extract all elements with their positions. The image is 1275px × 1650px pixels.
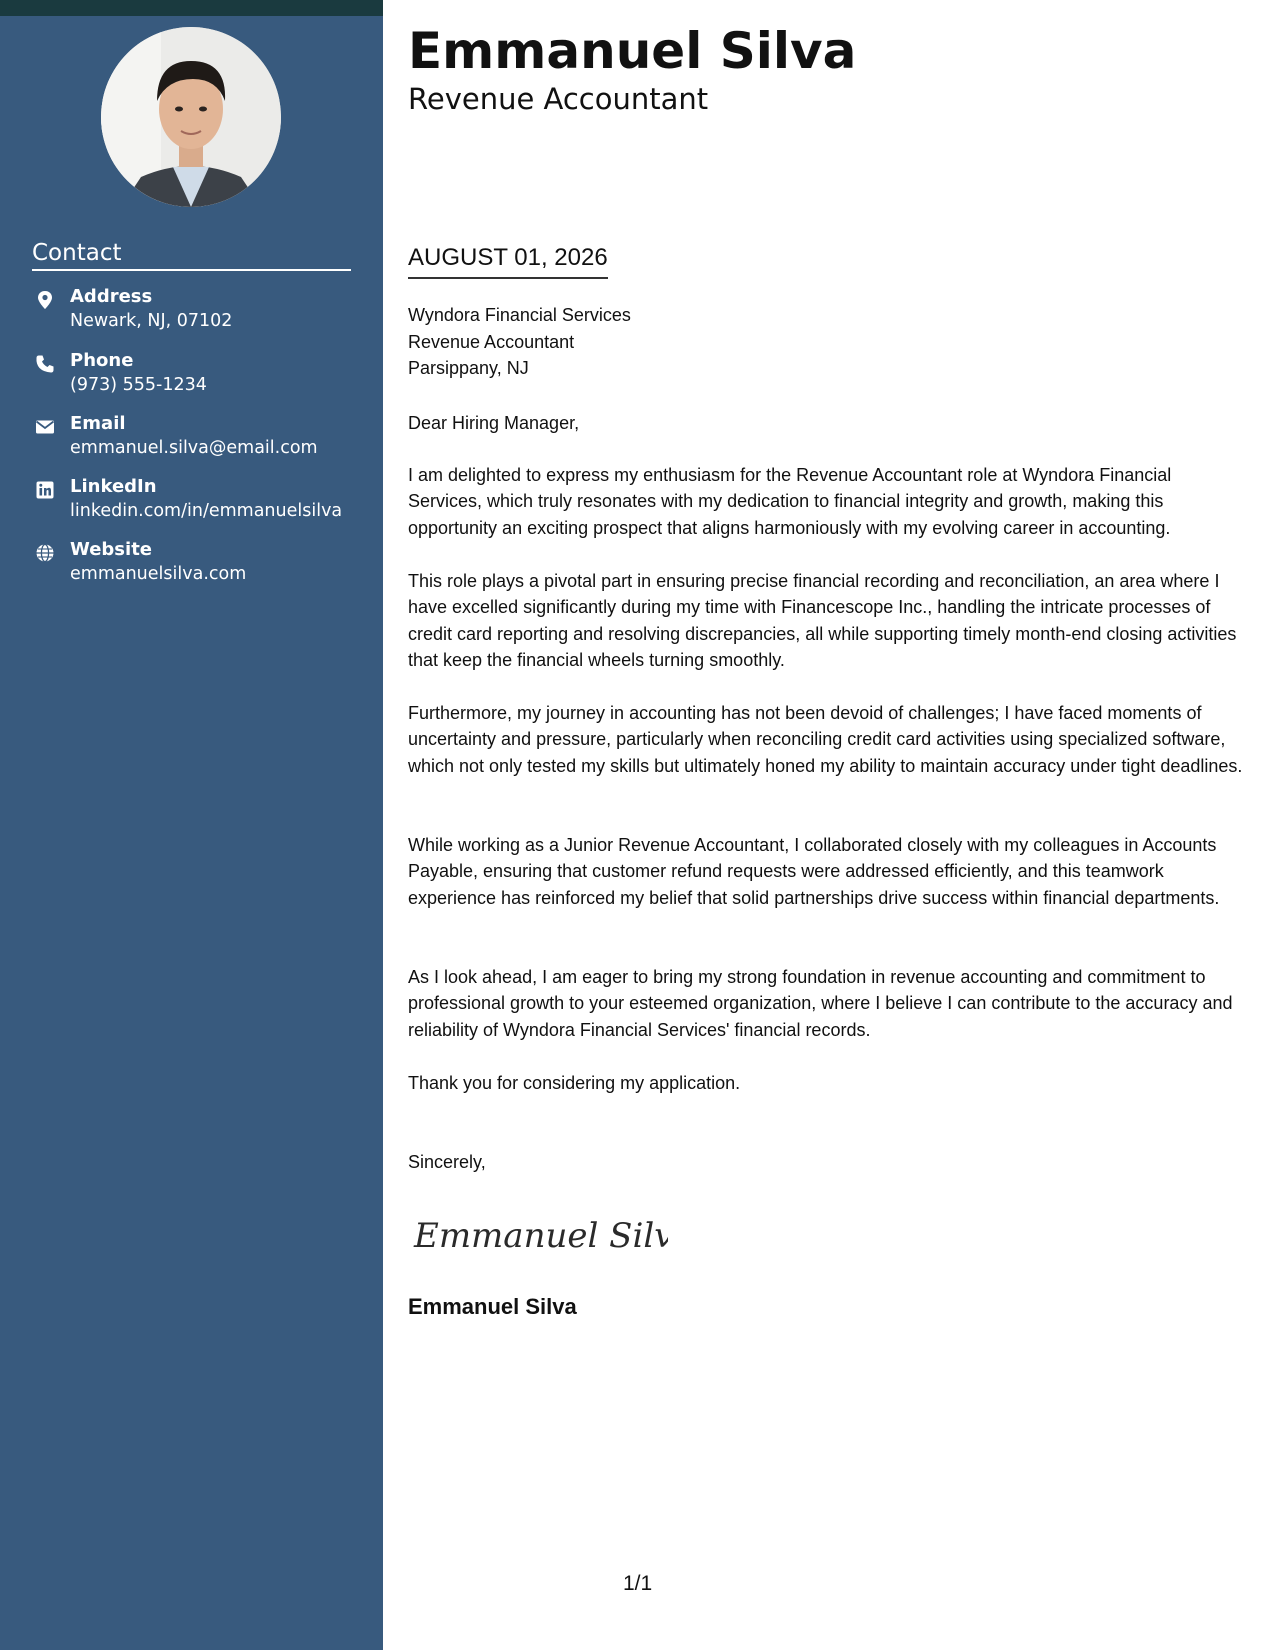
page-number: 1/1	[623, 1572, 653, 1595]
body-paragraph-2: This role plays a pivotal part in ensuring precise financial recording and reconciliation, an area where I have excelled significantly during my time with Financescope Inc., handling the intricate processes of credit card reporting and resolving discrepancies, all while supporting timely month-end closing activities that keep the financial wheels turning smoothly.	[408, 571, 1237, 671]
phone-value: (973) 555-1234	[70, 375, 207, 395]
signed-name: Emmanuel Silva	[408, 1294, 577, 1319]
globe-icon	[35, 543, 55, 563]
salutation: Dear Hiring Manager,	[408, 413, 580, 433]
phone-icon	[35, 354, 55, 374]
linkedin-label: LinkedIn	[70, 476, 157, 497]
body-paragraph-5: As I look ahead, I am eager to bring my strong foundation in revenue accounting and commitment to professional growth to your esteemed organization, where I believe I can contribute to the accuracy and reliability of Wyndora Financial Services' financial records.	[408, 967, 1233, 1040]
phone-label: Phone	[70, 350, 134, 371]
applicant-title: Revenue Accountant	[408, 82, 709, 116]
body-paragraph-4: While working as a Junior Revenue Accountant, I collaborated closely with my colleagues in Accounts Payable, ensuring that customer refund requests were addressed efficiently, and this teamwork experience has reinforced my belief that solid partnerships drive success within financial departments.	[408, 835, 1220, 908]
linkedin-value[interactable]: linkedin.com/in/emmanuelsilva	[70, 501, 343, 521]
signature-script: Emmanuel Silva	[414, 1216, 668, 1256]
body-paragraph-3: Furthermore, my journey in accounting has not been devoid of challenges; I have faced moments of uncertainty and pressure, particularly when reconciling credit card activities using specialized software, which not only tested my skills but ultimately honed my ability to maintain accuracy under tight deadlines.	[408, 703, 1243, 776]
email-label: Email	[70, 413, 126, 434]
closing: Sincerely,	[408, 1152, 486, 1172]
body-paragraph-6: Thank you for considering my application.	[408, 1073, 741, 1093]
applicant-name: Emmanuel Silva	[408, 22, 857, 80]
website-label: Website	[70, 539, 153, 560]
website-value[interactable]: emmanuelsilva.com	[70, 564, 247, 584]
sidebar	[0, 0, 383, 1650]
linkedin-icon	[35, 480, 55, 500]
sidebar-top-band	[0, 0, 383, 16]
recipient-position: Revenue Accountant	[408, 332, 575, 352]
map-pin-icon	[35, 290, 55, 310]
address-value: Newark, NJ, 07102	[70, 311, 233, 331]
envelope-icon	[35, 417, 55, 437]
contact-heading: Contact	[32, 240, 351, 271]
signature	[408, 1205, 668, 1265]
letter-date: AUGUST 01, 2026	[408, 244, 608, 279]
recipient-company: Wyndora Financial Services	[408, 305, 631, 325]
email-value[interactable]: emmanuel.silva@email.com	[70, 438, 318, 458]
address-label: Address	[70, 286, 153, 307]
recipient-location: Parsippany, NJ	[408, 358, 529, 378]
body-paragraph-1: I am delighted to express my enthusiasm for the Revenue Accountant role at Wyndora Financial Services, which truly resonates with my dedication to financial integrity and growth, making this opportunity an exciting prospect that aligns harmoniously with my evolving career in accounting.	[408, 465, 1172, 538]
profile-photo	[101, 27, 281, 207]
